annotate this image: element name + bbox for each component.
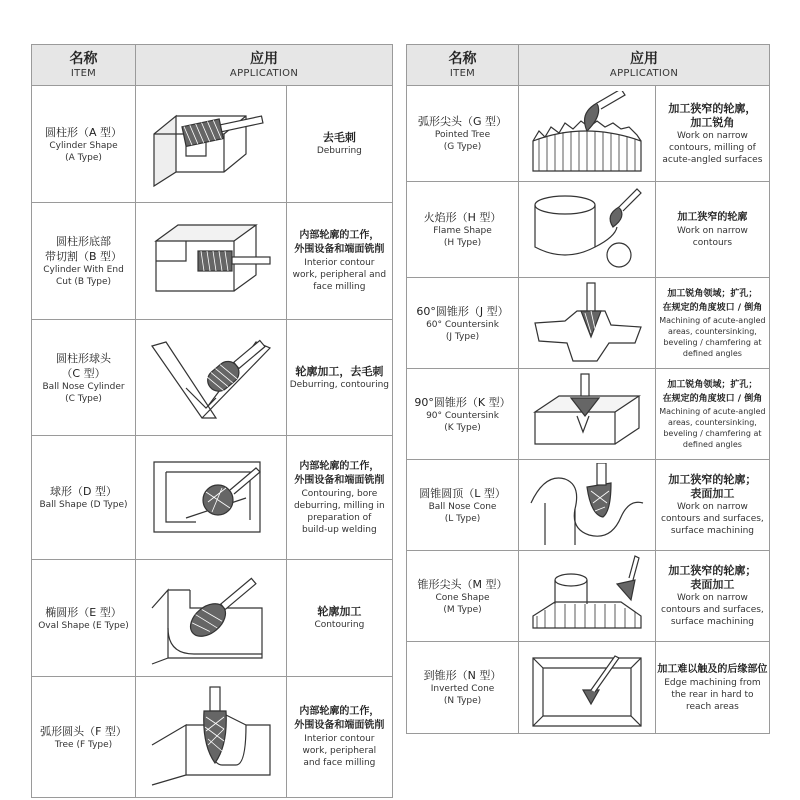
application: 加工锐角领域；扩孔； 在规定的角度坡口 / 倒角 Machining of acute-angled areas, countersinking, beveling / chamfering at defined angles	[655, 369, 769, 460]
item-name: 圆锥圆顶（L 型） Ball Nose Cone (L Type)	[407, 460, 519, 551]
table-row	[407, 551, 770, 642]
item-name: 60°圆锥形（J 型） 60° Countersink (J Type)	[407, 278, 519, 369]
item-name: 圆柱形底部 带切割（B 型） Cylinder With End Cut (B Type)	[32, 203, 136, 320]
illustration	[136, 203, 287, 320]
application: 内部轮廓的工作， 外围设备和端面铣削 Contouring, bore deburring, milling in preparation of build-up welding	[286, 436, 392, 560]
table-row	[407, 369, 770, 460]
illustration	[519, 278, 656, 369]
application: 轮廓加工 Contouring	[286, 560, 392, 677]
cylinder-burr-icon	[146, 94, 276, 194]
ball-nose-cylinder-icon	[146, 328, 276, 428]
header-row	[407, 45, 770, 86]
header-row	[32, 45, 393, 86]
application: 内部轮廓的工作， 外围设备和端面铣削 Interior contour work, peripheral and face milling	[286, 203, 392, 320]
illustration	[519, 460, 656, 551]
illustration	[136, 677, 287, 798]
table-row	[407, 642, 770, 734]
illustration	[519, 86, 656, 182]
illustration	[136, 560, 287, 677]
illustration	[136, 86, 287, 203]
item-name: 到锥形（N 型） Inverted Cone (N Type)	[407, 642, 519, 734]
header-application-cn: 应用	[630, 50, 659, 67]
application: 加工狭窄的轮廓 Work on narrow contours	[655, 182, 769, 278]
item-name: 弧形圆头（F 型） Tree (F Type)	[32, 677, 136, 798]
header-item	[32, 45, 136, 86]
application: 加工难以触及的后缘部位 Edge machining from the rear in hard to reach areas	[655, 642, 769, 734]
table-row	[32, 320, 393, 436]
flame-burr-icon	[525, 187, 649, 273]
countersink-90-icon	[525, 372, 649, 456]
illustration	[519, 642, 656, 734]
illustration	[136, 436, 287, 560]
table-row	[32, 203, 393, 320]
header-item	[407, 45, 519, 86]
application: 去毛刺 Deburring	[286, 86, 392, 203]
header-application-en: APPLICATION	[229, 67, 299, 79]
table-row	[407, 460, 770, 551]
table-row	[407, 278, 770, 369]
item-name: 弧形尖头（G 型） Pointed Tree (G Type)	[407, 86, 519, 182]
application: 轮廓加工，去毛刺 Deburring, contouring	[286, 320, 392, 436]
header-application-cn: 应用	[250, 50, 279, 67]
table-row	[407, 182, 770, 278]
tree-burr-icon	[146, 685, 276, 789]
illustration	[519, 182, 656, 278]
cone-burr-icon	[525, 554, 649, 638]
illustration	[136, 320, 287, 436]
header-application-en: APPLICATION	[609, 67, 679, 79]
left-table	[31, 44, 393, 798]
application: 加工狭窄的轮廓， 加工锐角 Work on narrow contours, milling of acute-angled surfaces	[655, 86, 769, 182]
application: 加工狭窄的轮廓； 表面加工 Work on narrow contours and surfaces, surface machining	[655, 460, 769, 551]
table-row	[32, 436, 393, 560]
table-row	[32, 86, 393, 203]
end-cut-burr-icon	[146, 211, 276, 311]
inverted-cone-icon	[525, 646, 649, 730]
item-name: 90°圆锥形（K 型） 90° Countersink (K Type)	[407, 369, 519, 460]
illustration	[519, 369, 656, 460]
illustration	[519, 551, 656, 642]
ball-burr-icon	[146, 448, 276, 548]
table-row	[407, 86, 770, 182]
pointed-tree-icon	[525, 91, 649, 177]
ball-nose-cone-icon	[525, 463, 649, 547]
application: 加工锐角领域；扩孔； 在规定的角度坡口 / 倒角 Machining of acute-angled areas, countersinking, beveling / chamfering at defined angles	[655, 278, 769, 369]
item-name: 球形（D 型） Ball Shape (D Type)	[32, 436, 136, 560]
item-name: 火焰形（H 型） Flame Shape (H Type)	[407, 182, 519, 278]
right-table	[406, 44, 770, 734]
application: 内部轮廓的工作， 外围设备和端面铣削 Interior contour work, peripheral and face milling	[286, 677, 392, 798]
countersink-60-icon	[525, 281, 649, 365]
item-name: 圆柱形（A 型） Cylinder Shape (A Type)	[32, 86, 136, 203]
item-name: 圆柱形球头 （C 型） Ball Nose Cylinder (C Type)	[32, 320, 136, 436]
table-row	[32, 677, 393, 798]
table-row	[32, 560, 393, 677]
oval-burr-icon	[146, 568, 276, 668]
header-item-cn: 名称	[448, 50, 477, 67]
header-item-cn: 名称	[69, 50, 98, 67]
header-item-en: ITEM	[70, 67, 97, 79]
header-application	[136, 45, 393, 86]
item-name: 椭圆形（E 型） Oval Shape (E Type)	[32, 560, 136, 677]
application: 加工狭窄的轮廓； 表面加工 Work on narrow contours and surfaces, surface machining	[655, 551, 769, 642]
header-application	[519, 45, 770, 86]
header-item-en: ITEM	[449, 67, 476, 79]
item-name: 锥形尖头（M 型） Cone Shape (M Type)	[407, 551, 519, 642]
